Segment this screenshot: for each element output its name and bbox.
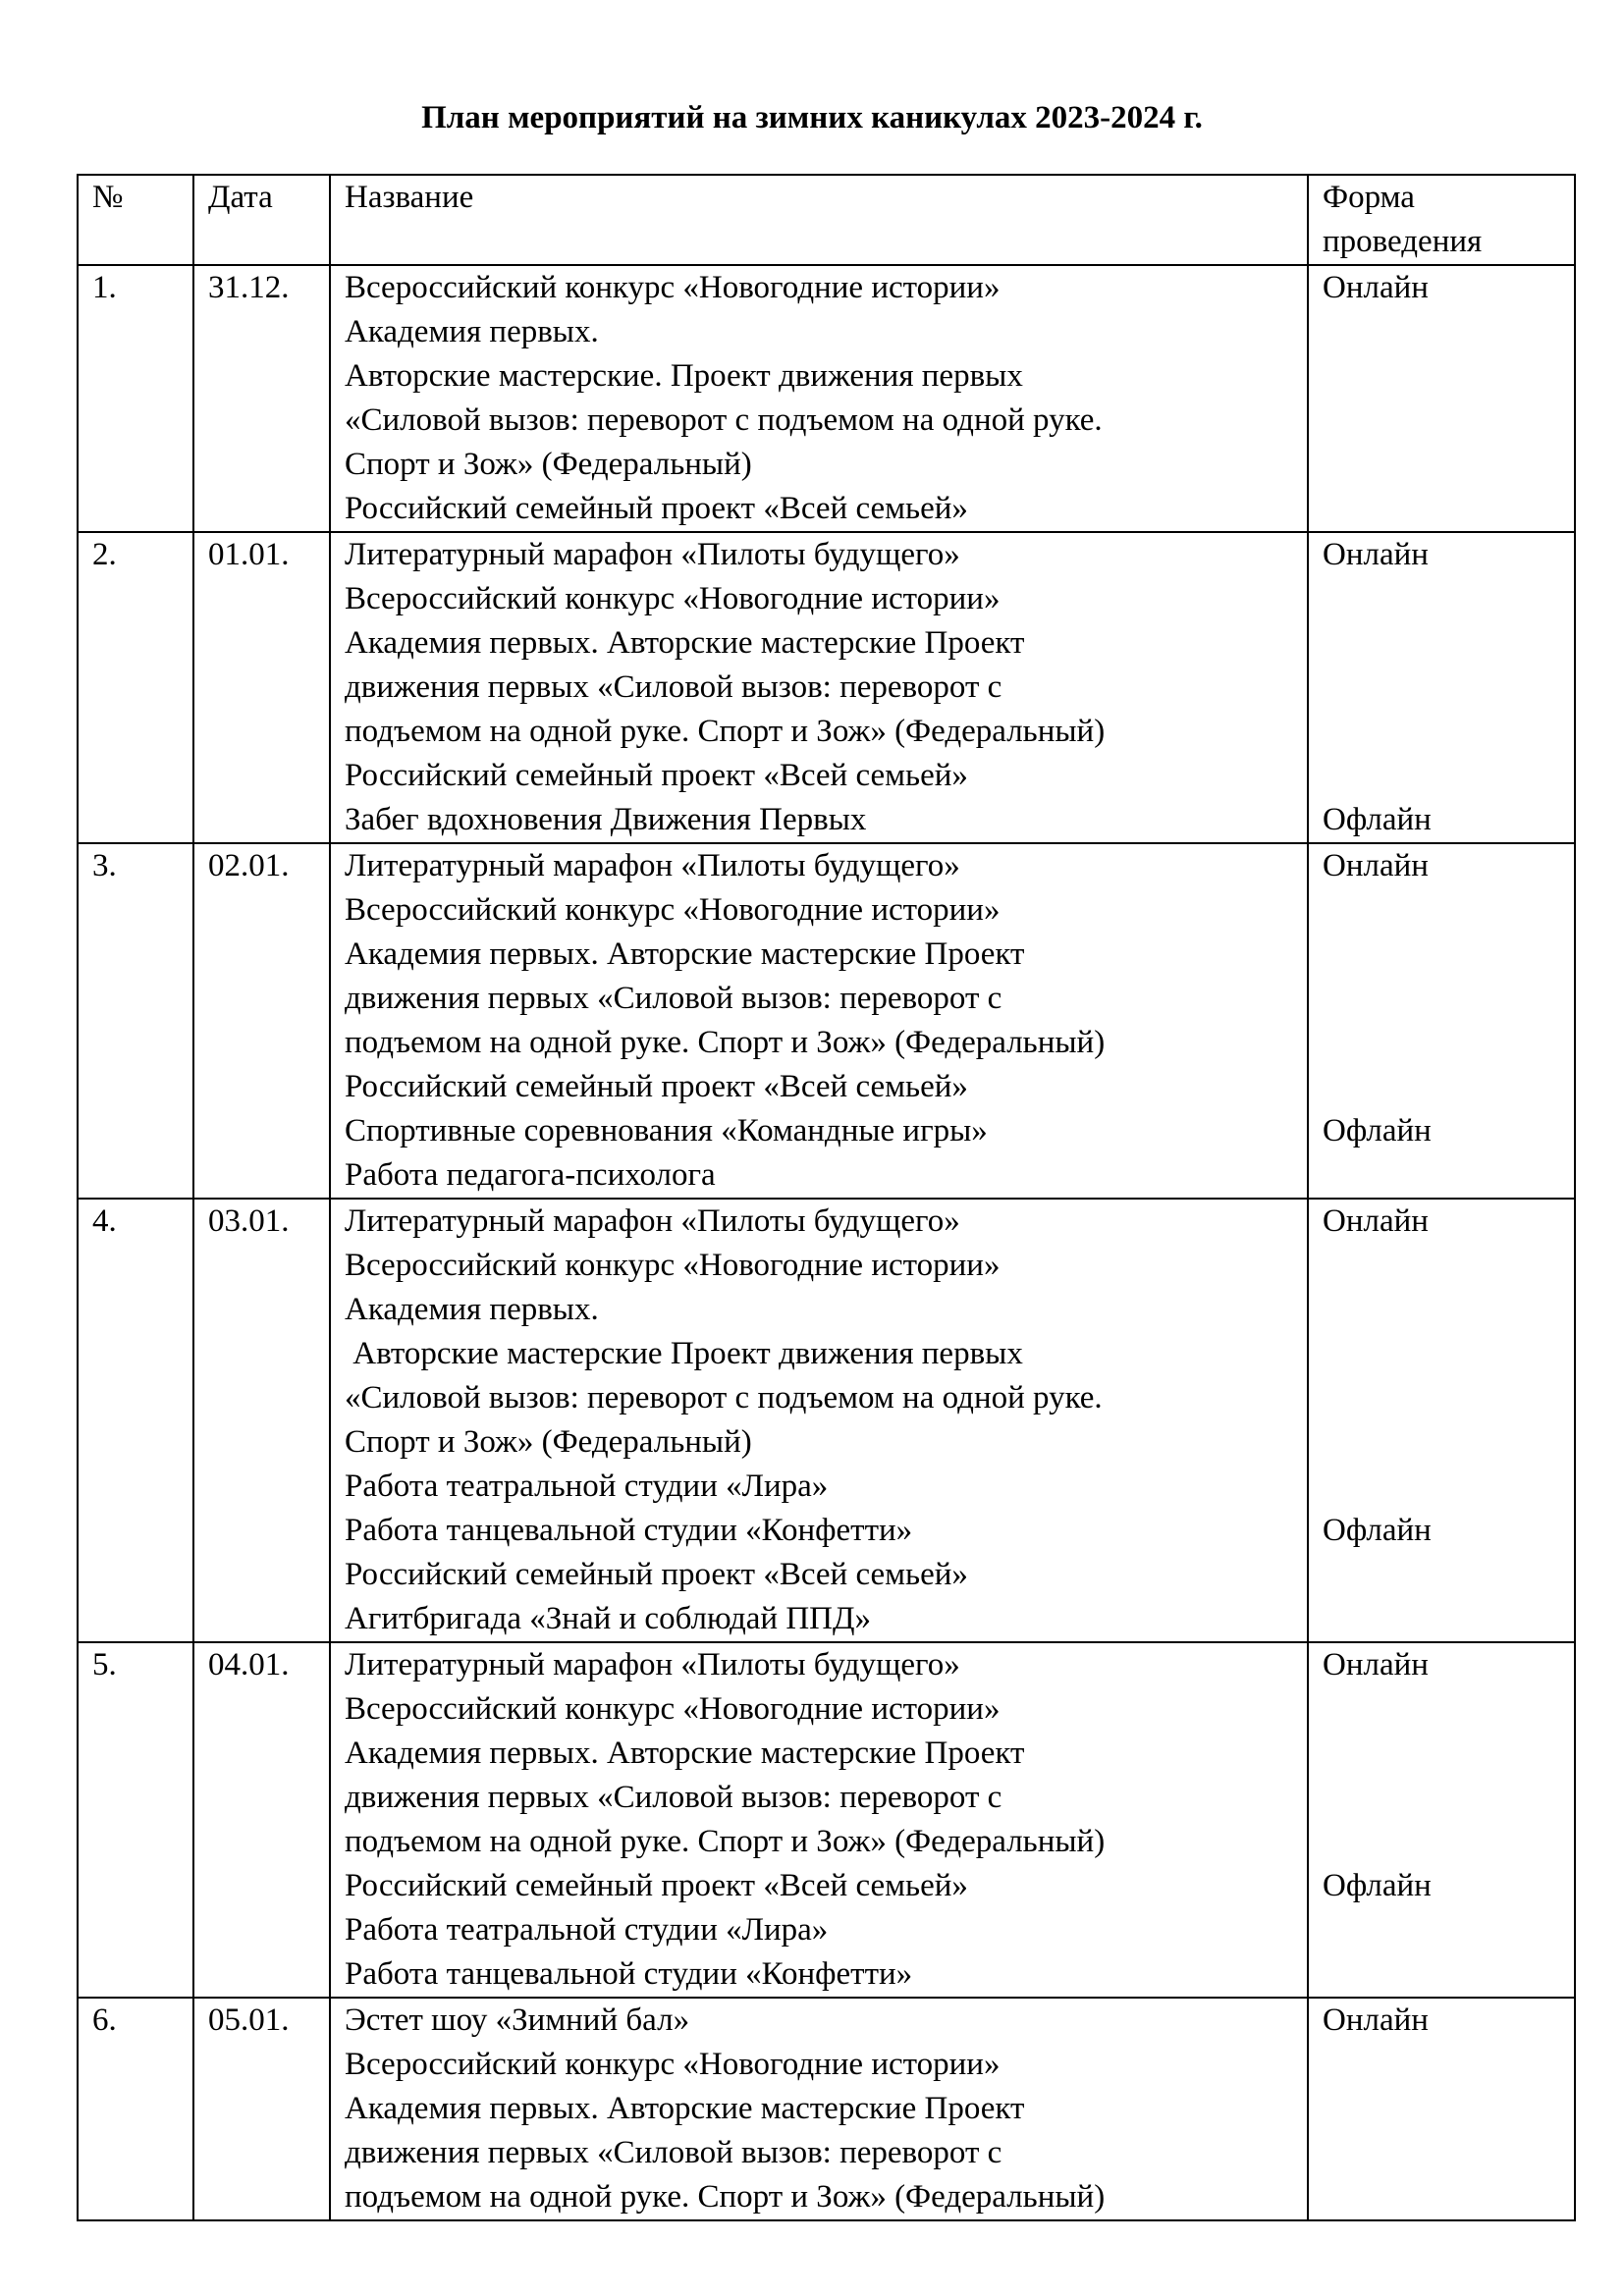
format-line [1323,1553,1562,1597]
format-line [1323,1687,1562,1732]
format-line [1323,1332,1562,1376]
events-table [77,174,1576,2221]
event-line: Агитбригада «Знай и соблюдай ППД» [345,1601,872,1636]
row-events [330,532,1308,843]
event-line: движения первых «Силовой вызов: переворот с [345,2135,1002,2170]
format-line: Офлайн [1323,1868,1432,1903]
format-line [1323,1288,1562,1332]
event-line: подъемом на одной руке. Спорт и Зож» (Федеральный) [345,1824,1106,1859]
event-line: Всероссийский конкурс «Новогодние истории» [345,581,1001,616]
event-line: Академия первых. [345,314,599,349]
format-line [1323,399,1562,443]
format-line: Онлайн [1323,270,1429,305]
row-events [330,1998,1308,2220]
table-row [78,1199,1575,1642]
event-line: подъемом на одной руке. Спорт и Зож» (Федеральный) [345,714,1106,749]
table-row [78,1642,1575,1998]
row-format [1308,1998,1575,2220]
table-header-row [78,175,1575,265]
event-line: Всероссийский конкурс «Новогодние истории» [345,892,1001,928]
event-line: Российский семейный проект «Всей семьей» [345,758,968,793]
format-line [1323,310,1562,354]
event-line: движения первых «Силовой вызов: переворот с [345,1780,1002,1815]
format-line [1323,1021,1562,1065]
format-line [1323,2175,1562,2219]
format-line: Онлайн [1323,537,1429,572]
format-line: Офлайн [1323,1513,1432,1548]
format-line [1323,2131,1562,2175]
format-line: Офлайн [1323,1113,1432,1148]
event-line: Авторские мастерские. Проект движения первых [345,358,1023,394]
format-line: Онлайн [1323,1203,1429,1239]
row-date: 03.01. [193,1199,330,1642]
row-format [1308,532,1575,843]
row-format [1308,1199,1575,1642]
row-date: 01.01. [193,532,330,843]
event-line: Российский семейный проект «Всей семьей» [345,1557,968,1592]
table-row [78,1998,1575,2220]
format-line [1323,1776,1562,1820]
format-line [1323,1376,1562,1420]
format-line [1323,710,1562,754]
event-line: Российский семейный проект «Всей семьей» [345,1069,968,1104]
format-line [1323,1420,1562,1465]
row-number: 5. [78,1642,193,1998]
event-line: Эстет шоу «Зимний бал» [345,2002,690,2038]
format-line: Онлайн [1323,1647,1429,1682]
row-number: 1. [78,265,193,532]
row-date: 04.01. [193,1642,330,1998]
format-line [1323,1597,1562,1641]
row-format [1308,265,1575,532]
event-line: движения первых «Силовой вызов: переворот с [345,981,1002,1016]
event-line: Академия первых. Авторские мастерские Проект [345,2091,1025,2126]
format-line: Офлайн [1323,802,1432,837]
event-line: Всероссийский конкурс «Новогодние истории» [345,1248,1001,1283]
header-num: № [78,175,193,265]
page-title: План мероприятий на зимних каникулах 2023-2024 г. [421,100,1203,135]
event-line: Российский семейный проект «Всей семьей» [345,491,968,526]
format-line [1323,1065,1562,1109]
format-line [1323,754,1562,798]
event-line: Работа педагога-психолога [345,1157,716,1193]
row-events [330,265,1308,532]
format-line [1323,577,1562,621]
format-line [1323,443,1562,487]
row-events [330,1642,1308,1998]
table-row [78,843,1575,1199]
event-line: Российский семейный проект «Всей семьей» [345,1868,968,1903]
event-line: Литературный марафон «Пилоты будущего» [345,848,960,883]
row-date: 02.01. [193,843,330,1199]
format-line: Онлайн [1323,2002,1429,2038]
event-line: Спорт и Зож» (Федеральный) [345,447,752,482]
event-line: подъемом на одной руке. Спорт и Зож» (Федеральный) [345,2179,1106,2215]
format-line [1323,2087,1562,2131]
event-line: «Силовой вызов: переворот с подъемом на одной руке. [345,402,1103,438]
event-line: Академия первых. Авторские мастерские Проект [345,936,1025,972]
row-date: 05.01. [193,1998,330,2220]
format-line [1323,1732,1562,1776]
event-line: Академия первых. [345,1292,599,1327]
format-line [1323,1820,1562,1864]
format-line [1323,933,1562,977]
format-line [1323,621,1562,666]
event-line: Всероссийский конкурс «Новогодние истории» [345,270,1001,305]
event-line: Работа театральной студии «Лира» [345,1912,829,1948]
event-line: Авторские мастерские Проект движения первых [345,1336,1023,1371]
event-line: Академия первых. Авторские мастерские Проект [345,625,1025,661]
event-line: Работа театральной студии «Лира» [345,1468,829,1504]
row-date: 31.12. [193,265,330,532]
row-number: 3. [78,843,193,1199]
table-row [78,265,1575,532]
event-line: «Силовой вызов: переворот с подъемом на одной руке. [345,1380,1103,1415]
event-line: движения первых «Силовой вызов: переворот с [345,669,1002,705]
format-line [1323,2043,1562,2087]
row-format [1308,843,1575,1199]
row-number: 4. [78,1199,193,1642]
event-line: Литературный марафон «Пилоты будущего» [345,1647,960,1682]
format-line [1323,1952,1562,1997]
header-form: Форма проведения [1308,175,1575,265]
format-line [1323,487,1562,531]
format-line [1323,1244,1562,1288]
format-line [1323,354,1562,399]
event-line: Академия первых. Авторские мастерские Проект [345,1735,1025,1771]
format-line [1323,1153,1562,1198]
event-line: Спортивные соревнования «Командные игры» [345,1113,988,1148]
format-line [1323,888,1562,933]
event-line: Спорт и Зож» (Федеральный) [345,1424,752,1460]
row-number: 2. [78,532,193,843]
row-format [1308,1642,1575,1998]
event-line: Забег вдохновения Движения Первых [345,802,867,837]
event-line: Работа танцевальной студии «Конфетти» [345,1513,913,1548]
format-line [1323,1465,1562,1509]
table-body [78,265,1575,2220]
table-row [78,532,1575,843]
event-line: Всероссийский конкурс «Новогодние истории» [345,1691,1001,1727]
format-line: Онлайн [1323,848,1429,883]
event-line: Всероссийский конкурс «Новогодние истории» [345,2047,1001,2082]
row-events [330,843,1308,1199]
event-line: Работа танцевальной студии «Конфетти» [345,1956,913,1992]
header-name: Название [330,175,1308,265]
event-line: подъемом на одной руке. Спорт и Зож» (Федеральный) [345,1025,1106,1060]
row-number: 6. [78,1998,193,2220]
format-line [1323,977,1562,1021]
format-line [1323,1908,1562,1952]
row-events [330,1199,1308,1642]
header-date: Дата [193,175,330,265]
format-line [1323,666,1562,710]
event-line: Литературный марафон «Пилоты будущего» [345,1203,960,1239]
event-line: Литературный марафон «Пилоты будущего» [345,537,960,572]
